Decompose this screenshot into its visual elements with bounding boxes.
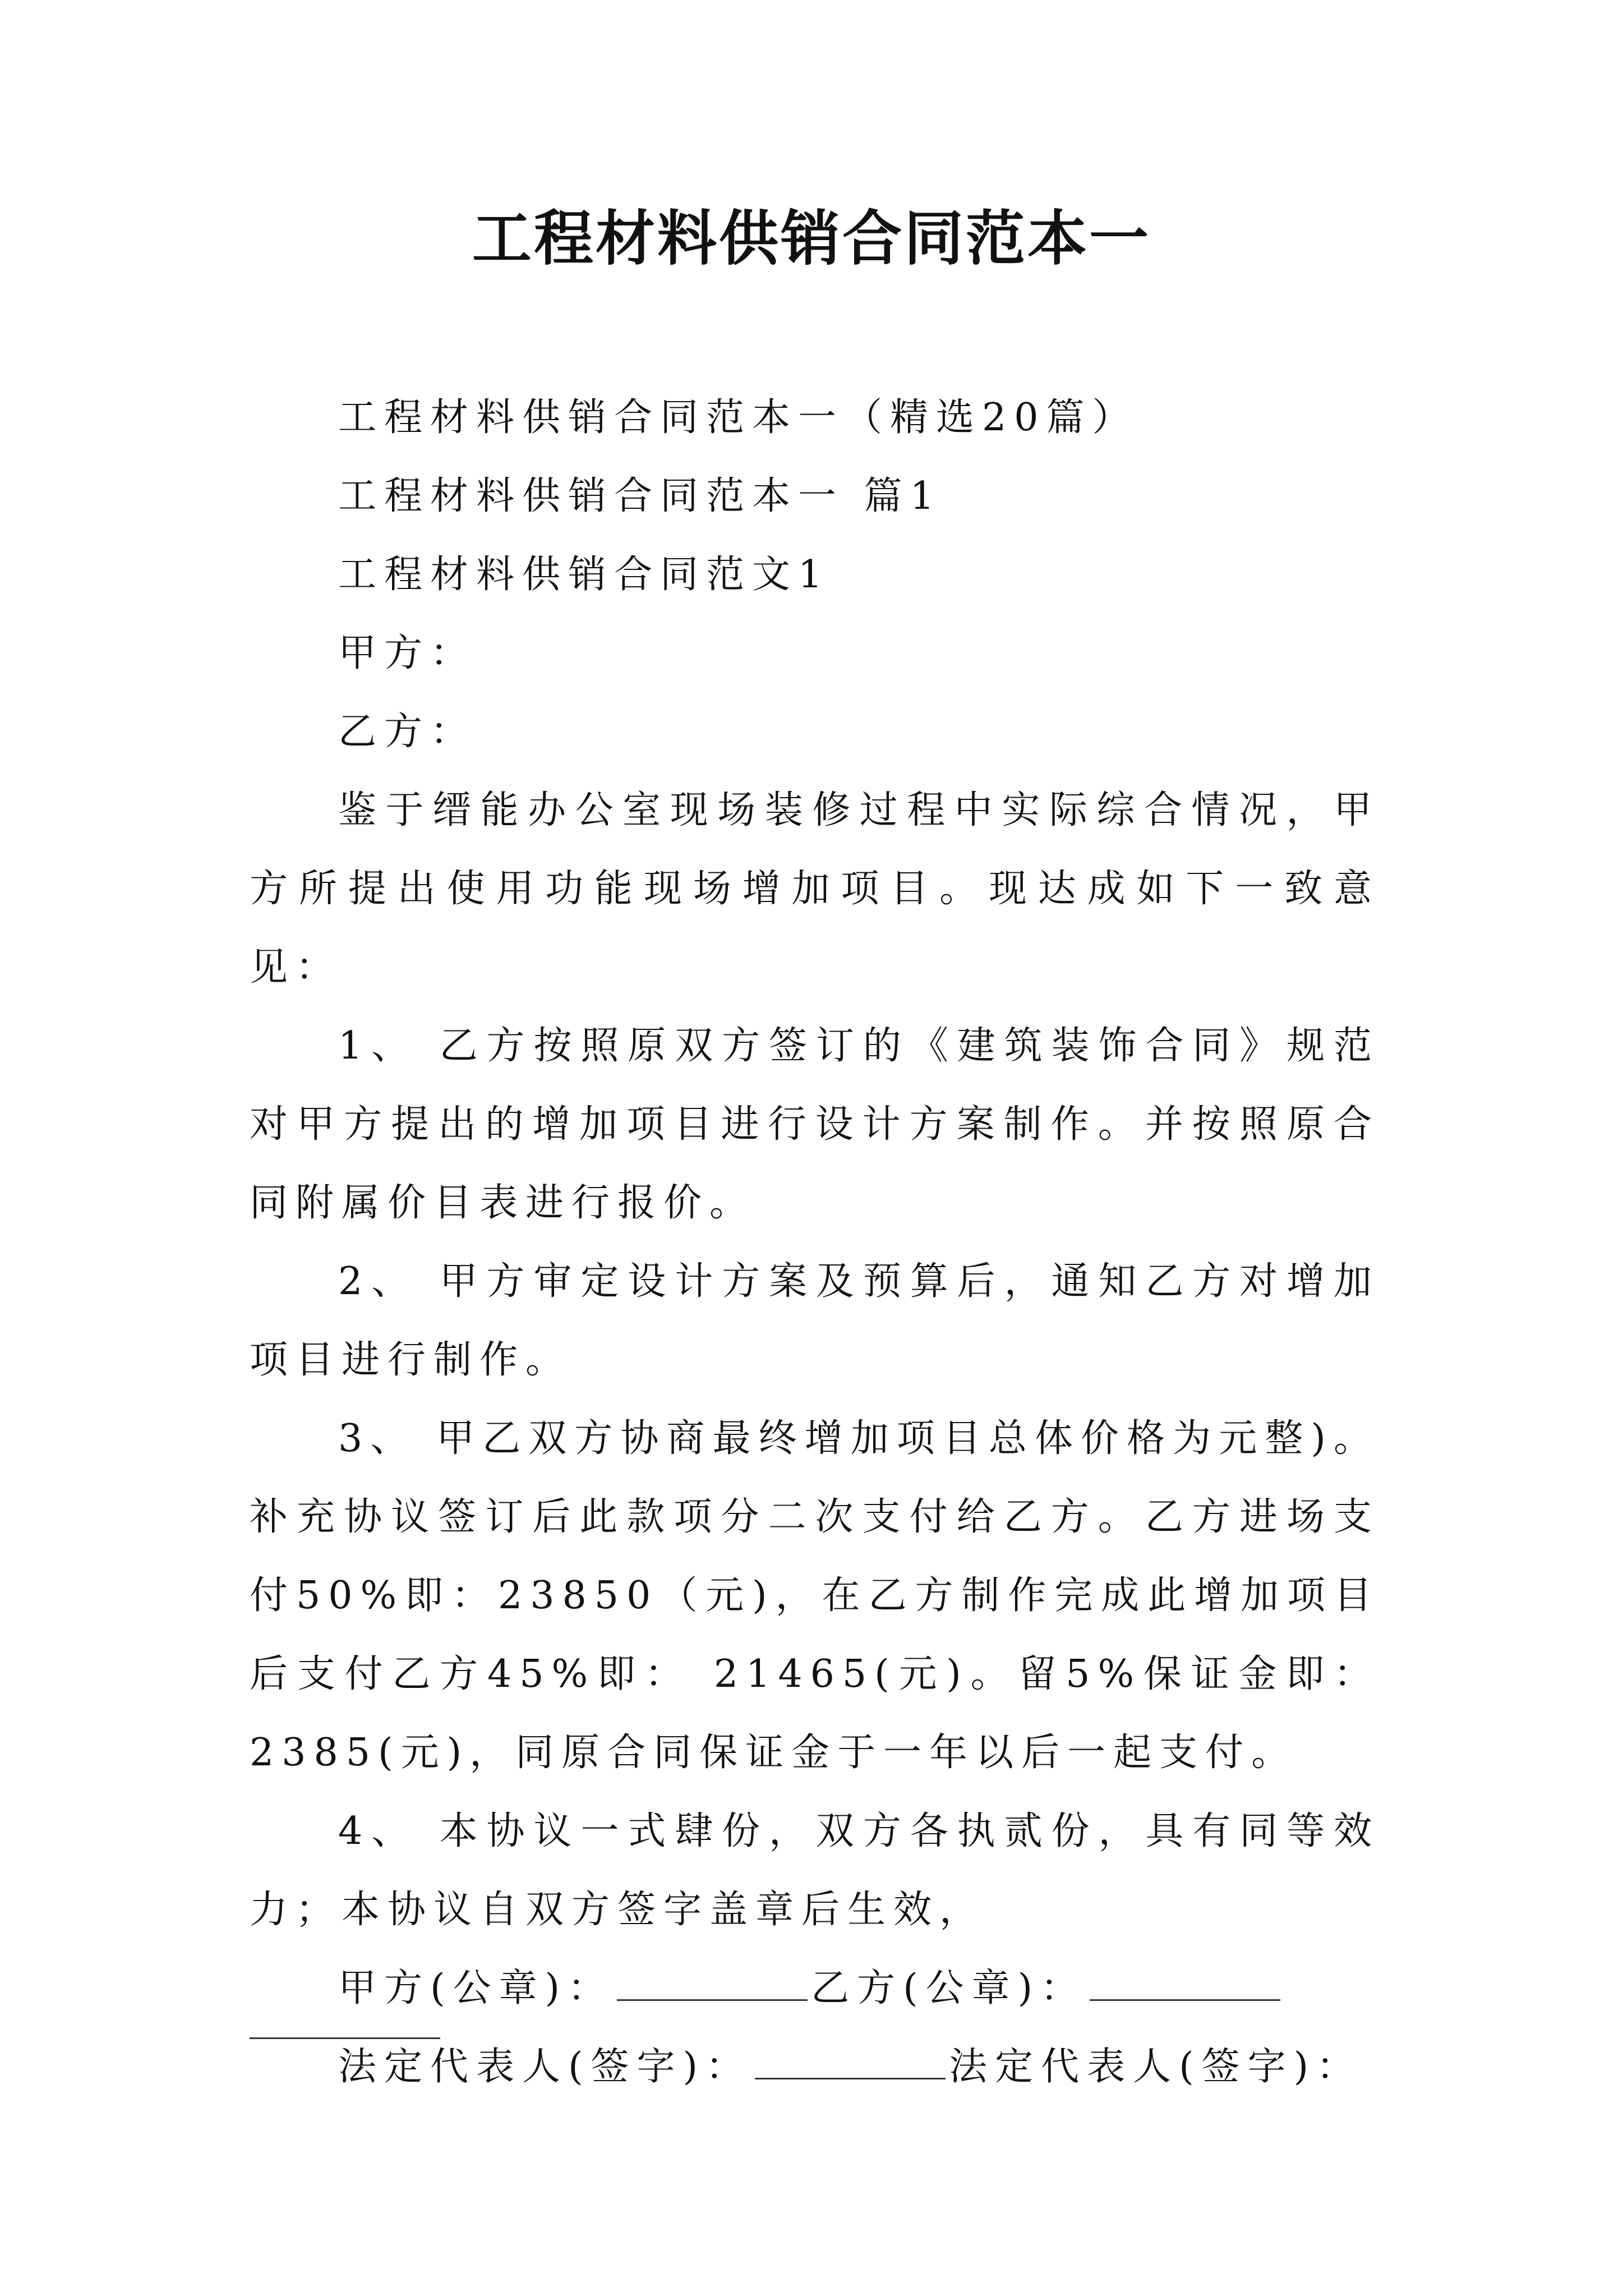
party-a-label: 甲方： xyxy=(338,631,477,675)
document-body xyxy=(250,379,1380,2106)
subtitle-line: 工程材料供销合同范本一 篇1 xyxy=(338,474,942,518)
subtitle-line: 工程材料供销合同范文1 xyxy=(338,553,831,597)
party-a-seal-label: 甲方(公章)： xyxy=(338,1966,614,2010)
clause-paragraph: 3、 甲乙双方协商最终增加项目总体价格为元整)。补充协议签订后此款项分二次支付给乙方。乙方进场支付50%即：23850（元)，在乙方制作完成此增加项目后支付乙方45%即： 21465(元)。留5%保证金即：2385(元)，同原合同保证金于一年以后一起支付。 xyxy=(250,1416,1380,1775)
clause-paragraph: 4、 本协议一式肆份，双方各执贰份，具有同等效力；本协议自双方签字盖章后生效， xyxy=(250,1809,1380,1932)
subtitle-line: 工程材料供销合同范本一（精选20篇） xyxy=(338,395,1138,440)
rep-a-label: 法定代表人(签字)： xyxy=(338,2045,752,2089)
clause-paragraph: 1、 乙方按照原双方签订的《建筑装饰合同》规范对甲方提出的增加项目进行设计方案制作。并按照原合同附属价目表进行报价。 xyxy=(250,1024,1380,1225)
clause-paragraph: 2、 甲方审定设计方案及预算后，通知乙方对增加项目进行制作。 xyxy=(250,1259,1380,1382)
party-a-seal-blank xyxy=(617,1964,808,2001)
party-b-label: 乙方： xyxy=(338,710,477,754)
rep-b-label: 法定代表人(签字)： xyxy=(949,2045,1363,2089)
rep-a-blank xyxy=(755,2043,946,2079)
party-b-seal-blank xyxy=(1090,1964,1280,2001)
rep-b-blank xyxy=(250,2037,440,2039)
intro-paragraph: 鉴于缙能办公室现场装修过程中实际综合情况，甲方所提出使用功能现场增加项目。现达成如下一致意见： xyxy=(250,788,1380,990)
representative-line xyxy=(250,2028,1380,2106)
party-b-seal-label: 乙方(公章)： xyxy=(811,1966,1087,2010)
seal-line xyxy=(250,1949,1380,2028)
document-title: 工程材料供销合同范本一 xyxy=(472,203,1151,273)
